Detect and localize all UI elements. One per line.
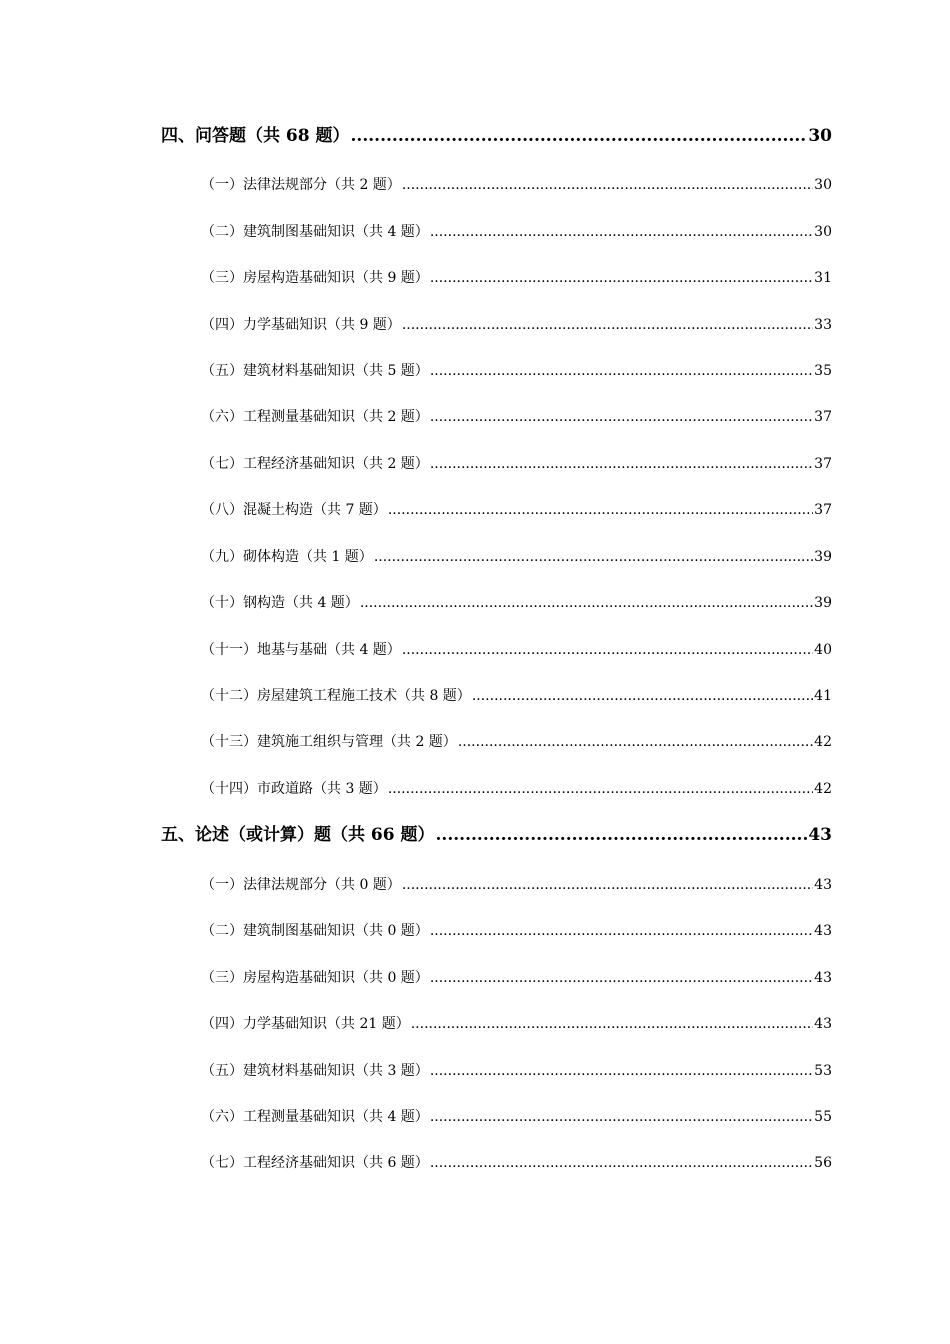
toc-entry-title: （二）建筑制图基础知识（共 0 题） bbox=[201, 923, 429, 939]
leader-dots bbox=[351, 128, 808, 145]
leader-dots bbox=[411, 1017, 813, 1031]
toc-entry-page: 56 bbox=[814, 1155, 832, 1171]
toc-item-entry[interactable] bbox=[201, 878, 832, 892]
toc-entry-page: 30 bbox=[808, 126, 832, 146]
toc-entry-title: （六）工程测量基础知识（共 2 题） bbox=[201, 409, 429, 425]
toc-entry-page: 41 bbox=[814, 688, 832, 704]
leader-dots bbox=[360, 596, 813, 610]
toc-item-entry[interactable] bbox=[201, 225, 832, 239]
toc-entry-page: 53 bbox=[814, 1063, 832, 1079]
leader-dots bbox=[436, 827, 808, 844]
leader-dots bbox=[430, 971, 813, 985]
toc-entry-page: 40 bbox=[814, 642, 832, 658]
toc-entry-title: （一）法律法规部分（共 2 题） bbox=[201, 177, 401, 193]
toc-entry-page: 43 bbox=[814, 1016, 832, 1032]
leader-dots bbox=[374, 550, 813, 564]
leader-dots bbox=[402, 178, 813, 192]
toc-item-entry[interactable] bbox=[201, 178, 832, 192]
toc-item-entry[interactable] bbox=[201, 1156, 832, 1170]
toc-item-entry[interactable] bbox=[201, 643, 832, 657]
toc-item-entry[interactable] bbox=[201, 410, 832, 424]
toc-entry-page: 42 bbox=[814, 781, 832, 797]
toc-item-entry[interactable] bbox=[201, 924, 832, 938]
toc-section-entry[interactable] bbox=[161, 827, 832, 844]
toc-entry-title: （十三）建筑施工组织与管理（共 2 题） bbox=[201, 734, 457, 750]
toc-entry-page: 30 bbox=[814, 177, 832, 193]
toc-item-entry[interactable] bbox=[201, 1064, 832, 1078]
toc-entry-title: （八）混凝土构造（共 7 题） bbox=[201, 502, 387, 518]
toc-entry-page: 43 bbox=[814, 970, 832, 986]
toc-item-entry[interactable] bbox=[201, 271, 832, 285]
toc-item-entry[interactable] bbox=[201, 596, 832, 610]
toc-entry-page: 39 bbox=[814, 595, 832, 611]
toc-entry-title: （五）建筑材料基础知识（共 5 题） bbox=[201, 363, 429, 379]
toc-entry-page: 43 bbox=[814, 877, 832, 893]
toc-entry-page: 55 bbox=[814, 1109, 832, 1125]
toc-entry-page: 31 bbox=[814, 270, 832, 286]
toc-item-entry[interactable] bbox=[201, 782, 832, 796]
toc-entry-title: （十四）市政道路（共 3 题） bbox=[201, 781, 387, 797]
leader-dots bbox=[402, 318, 813, 332]
toc-entry-page: 43 bbox=[814, 923, 832, 939]
toc-entry-title: （六）工程测量基础知识（共 4 题） bbox=[201, 1109, 429, 1125]
toc-entry-title: （四）力学基础知识（共 9 题） bbox=[201, 317, 401, 333]
toc-entry-title: （十二）房屋建筑工程施工技术（共 8 题） bbox=[201, 688, 471, 704]
toc-entry-title: 四、问答题（共 68 题） bbox=[161, 126, 350, 146]
toc-item-entry[interactable] bbox=[201, 735, 832, 749]
leader-dots bbox=[430, 1156, 813, 1170]
toc-item-entry[interactable] bbox=[201, 550, 832, 564]
toc-item-entry[interactable] bbox=[201, 318, 832, 332]
leader-dots bbox=[388, 503, 813, 517]
leader-dots bbox=[402, 878, 813, 892]
toc-entry-page: 42 bbox=[814, 734, 832, 750]
toc-entry-title: （二）建筑制图基础知识（共 4 题） bbox=[201, 224, 429, 240]
toc-entry-title: （九）砌体构造（共 1 题） bbox=[201, 549, 373, 565]
leader-dots bbox=[430, 457, 813, 471]
toc-entry-page: 33 bbox=[814, 317, 832, 333]
toc-entry-title: （七）工程经济基础知识（共 2 题） bbox=[201, 456, 429, 472]
toc-item-entry[interactable] bbox=[201, 1017, 832, 1031]
leader-dots bbox=[430, 1110, 813, 1124]
leader-dots bbox=[402, 643, 813, 657]
toc-entry-title: （十）钢构造（共 4 题） bbox=[201, 595, 359, 611]
leader-dots bbox=[430, 225, 813, 239]
toc-entry-page: 30 bbox=[814, 224, 832, 240]
leader-dots bbox=[430, 924, 813, 938]
leader-dots bbox=[430, 1064, 813, 1078]
toc-entry-page: 37 bbox=[814, 502, 832, 518]
toc-entry-page: 43 bbox=[808, 825, 832, 845]
leader-dots bbox=[458, 735, 813, 749]
toc-entry-title: （一）法律法规部分（共 0 题） bbox=[201, 877, 401, 893]
toc-item-entry[interactable] bbox=[201, 971, 832, 985]
toc-entry-title: （三）房屋构造基础知识（共 9 题） bbox=[201, 270, 429, 286]
toc-item-entry[interactable] bbox=[201, 503, 832, 517]
toc-entry-title: （四）力学基础知识（共 21 题） bbox=[201, 1016, 410, 1032]
leader-dots bbox=[430, 410, 813, 424]
toc-entry-title: （三）房屋构造基础知识（共 0 题） bbox=[201, 970, 429, 986]
leader-dots bbox=[388, 782, 813, 796]
toc-entry-title: 五、论述（或计算）题（共 66 题） bbox=[161, 825, 435, 845]
leader-dots bbox=[430, 271, 813, 285]
toc-entry-title: （十一）地基与基础（共 4 题） bbox=[201, 642, 401, 658]
toc-entry-page: 37 bbox=[814, 409, 832, 425]
toc-item-entry[interactable] bbox=[201, 364, 832, 378]
toc-entry-page: 37 bbox=[814, 456, 832, 472]
leader-dots bbox=[430, 364, 813, 378]
toc-item-entry[interactable] bbox=[201, 1110, 832, 1124]
toc-entry-page: 39 bbox=[814, 549, 832, 565]
toc-entry-page: 35 bbox=[814, 363, 832, 379]
toc-entry-title: （七）工程经济基础知识（共 6 题） bbox=[201, 1155, 429, 1171]
toc-entry-title: （五）建筑材料基础知识（共 3 题） bbox=[201, 1063, 429, 1079]
toc-item-entry[interactable] bbox=[201, 689, 832, 703]
toc-section-entry[interactable] bbox=[161, 128, 832, 145]
leader-dots bbox=[472, 689, 813, 703]
toc-item-entry[interactable] bbox=[201, 457, 832, 471]
